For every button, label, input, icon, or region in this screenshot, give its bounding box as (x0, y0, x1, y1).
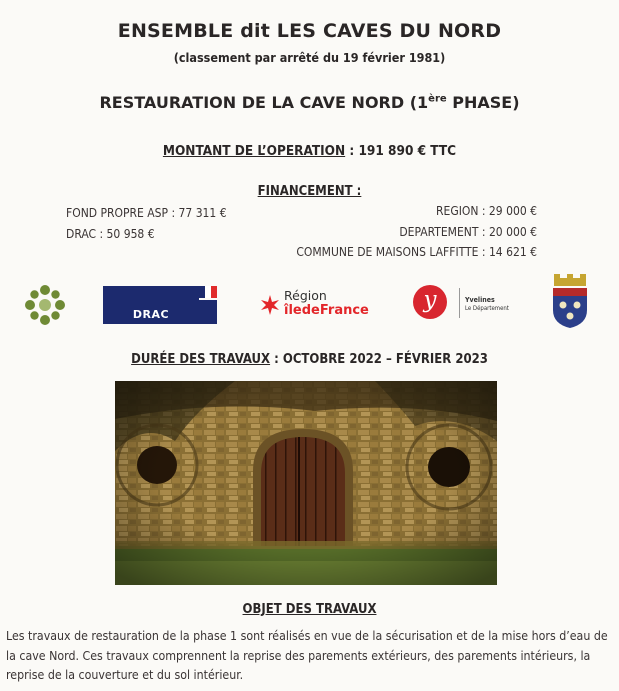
region-star-icon (260, 295, 280, 315)
drac-logo (103, 286, 217, 324)
financement-drac: DRAC : 50 958 € (66, 227, 155, 241)
yvelines-sub: Le Département (465, 305, 509, 312)
financement-asp: FOND PROPRE ASP : 77 311 € (66, 206, 227, 220)
duree-value: OCTOBRE 2022 – FÉVRIER 2023 (282, 352, 488, 367)
drac-logo-text: DRAC (132, 308, 170, 321)
cave-nord-photo (115, 381, 497, 585)
region-idf-logo (260, 287, 380, 323)
maisons-laffitte-coat-of-arms-icon (550, 274, 590, 328)
restoration-heading-text: RESTAURATION DE LA CAVE NORD (1 (99, 93, 429, 112)
duree-label: DURÉE DES TRAVAUX (131, 352, 271, 367)
restoration-heading (0, 93, 619, 112)
yvelines-name: Yvelines (465, 296, 495, 304)
restoration-heading-sup: ère (428, 93, 447, 105)
financement-heading: FINANCEMENT : (257, 184, 362, 199)
region-line2a: îlede (284, 303, 320, 318)
financement-departement: DEPARTEMENT : 20 000 € (399, 225, 537, 239)
financement-commune: COMMUNE DE MAISONS LAFFITTE : 14 621 € (296, 245, 537, 259)
objet-text: Les travaux de restauration de la phase 1 sont réalisés en vue de la sécurisation et de la mise hors d’eau de la cave Nord. Ces travaux comprennent la reprise des parements extérieurs, des parements intérieurs, la reprise de la couverture et du sol intérieur. (6, 629, 608, 682)
region-line2b: France (319, 303, 369, 318)
yvelines-logo (413, 284, 533, 324)
duree-sep: : (270, 352, 283, 367)
financement-region: REGION : 29 000 € (436, 204, 537, 218)
region-line1: Région (284, 288, 327, 303)
montant-sep: : (345, 143, 359, 159)
montant-line (0, 143, 619, 159)
restoration-heading-end: PHASE) (446, 93, 520, 112)
yvelines-letter: y (423, 287, 437, 313)
montant-value: 191 890 € TTC (358, 143, 457, 159)
objet-heading: OBJET DES TRAVAUX (242, 602, 377, 617)
montant-label: MONTANT DE L’OPERATION (162, 143, 346, 159)
duree-line (0, 352, 619, 367)
asp-logo-icon (22, 282, 68, 328)
classement-subtitle: (classement par arrêté du 19 février 1981) (173, 50, 446, 65)
panel-title: ENSEMBLE dit LES CAVES DU NORD (117, 20, 502, 42)
